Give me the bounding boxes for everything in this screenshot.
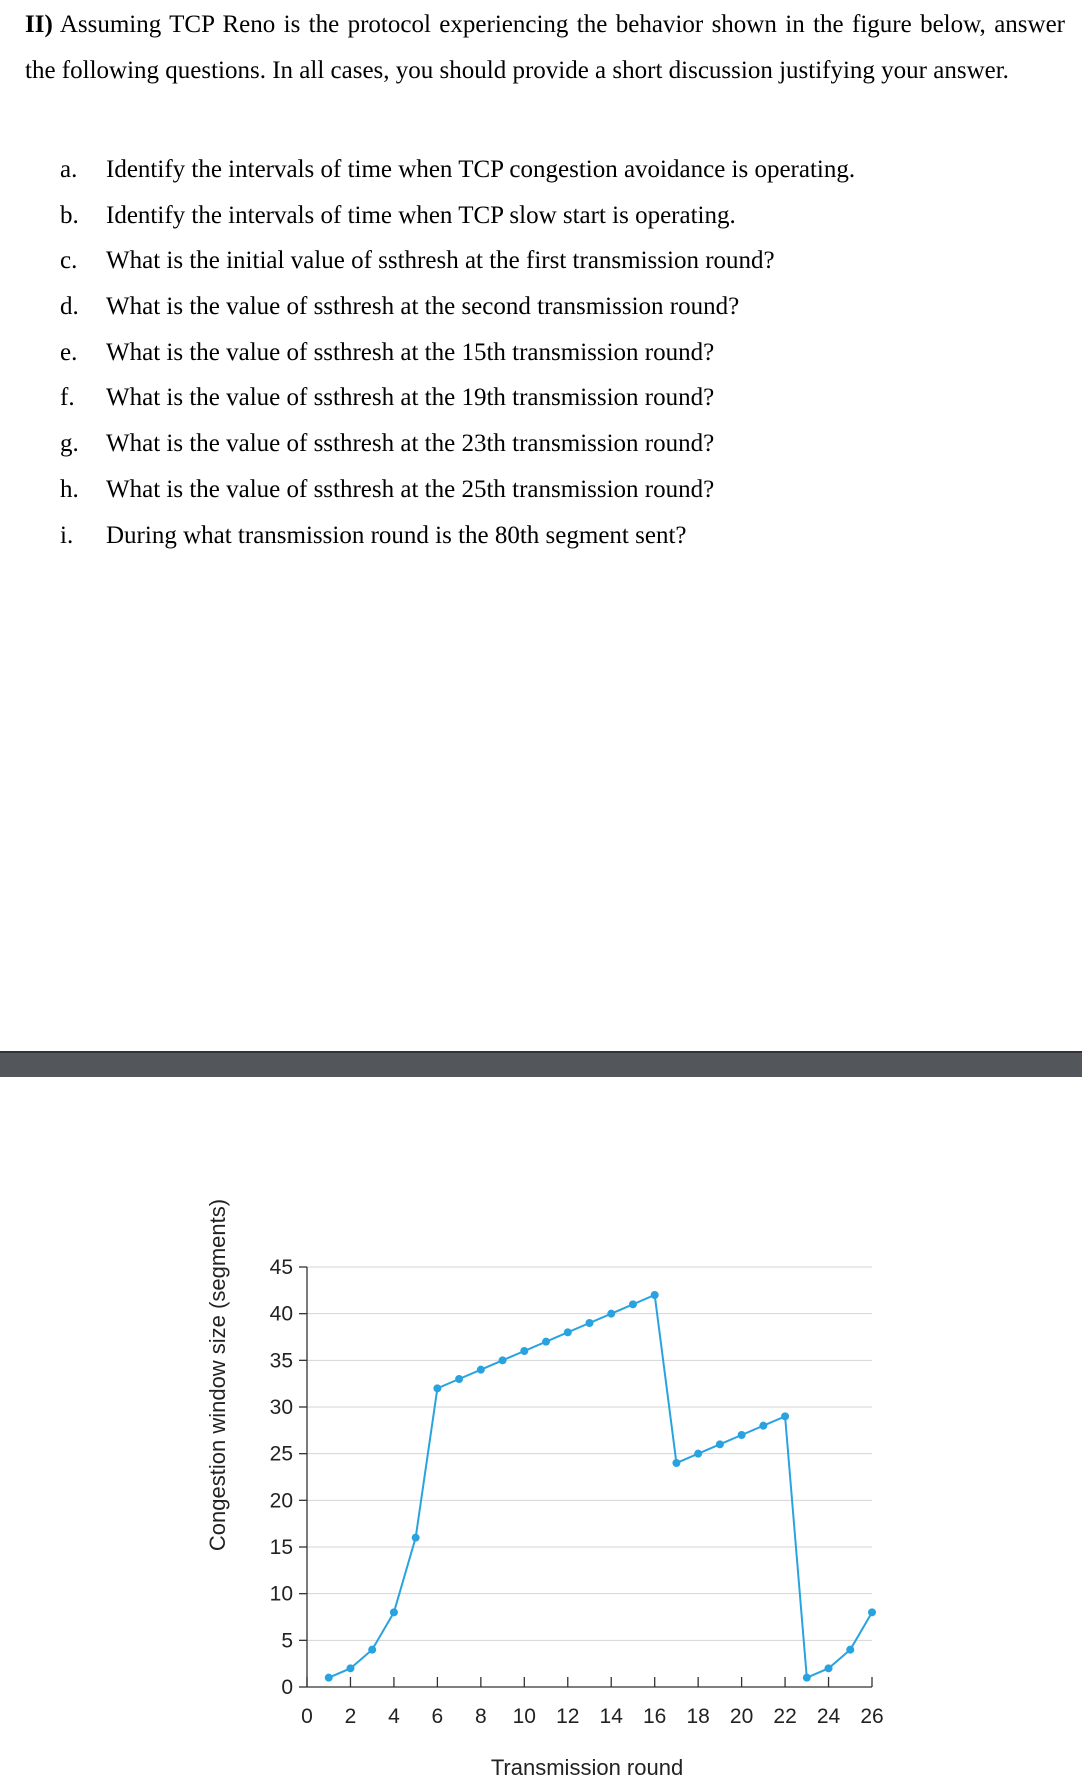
data-point bbox=[672, 1459, 680, 1467]
y-tick-label: 20 bbox=[269, 1489, 293, 1513]
question-item bbox=[60, 244, 855, 290]
problem-text: Assuming TCP Reno is the protocol experiencing the behavior shown in the figure below, answer the following questions. In all cases, you should provide a short discussion justifying your answer. bbox=[25, 11, 1065, 84]
question-letter: g. bbox=[60, 430, 79, 458]
data-point bbox=[542, 1338, 550, 1346]
y-tick-label: 35 bbox=[269, 1349, 293, 1373]
x-tick-label: 20 bbox=[729, 1705, 754, 1728]
data-point bbox=[694, 1450, 702, 1458]
question-letter: c. bbox=[60, 247, 78, 275]
question-text: During what transmission round is the 80th segment sent? bbox=[106, 521, 687, 549]
x-tick-label: 22 bbox=[773, 1705, 797, 1728]
data-point bbox=[520, 1347, 528, 1355]
x-tick-label: 10 bbox=[512, 1705, 536, 1728]
x-tick-label: 24 bbox=[816, 1705, 841, 1728]
question-item bbox=[60, 153, 855, 199]
data-point bbox=[803, 1674, 811, 1682]
data-point bbox=[607, 1310, 615, 1318]
data-point bbox=[868, 1608, 876, 1616]
question-text: What is the value of ssthresh at the 25th transmission round? bbox=[106, 475, 715, 503]
question-item bbox=[60, 199, 855, 245]
x-tick-label: 18 bbox=[686, 1705, 710, 1728]
data-point bbox=[825, 1664, 833, 1672]
data-point bbox=[499, 1356, 507, 1364]
data-point bbox=[738, 1431, 746, 1439]
x-tick-label: 6 bbox=[431, 1705, 444, 1728]
y-tick-label: 0 bbox=[281, 1676, 293, 1699]
y-tick-label: 5 bbox=[281, 1629, 293, 1653]
question-item bbox=[60, 290, 855, 336]
x-tick-label: 0 bbox=[301, 1705, 313, 1728]
x-tick-label: 16 bbox=[643, 1705, 667, 1728]
data-point bbox=[759, 1422, 767, 1430]
data-point bbox=[716, 1440, 724, 1448]
x-axis-label: Transmission round bbox=[490, 1755, 684, 1780]
data-point bbox=[455, 1375, 463, 1383]
data-point bbox=[564, 1328, 572, 1336]
question-item bbox=[60, 381, 855, 427]
data-point bbox=[390, 1608, 398, 1616]
question-text: What is the initial value of ssthresh at the first transmission round? bbox=[106, 247, 775, 275]
y-tick-label: 40 bbox=[269, 1302, 293, 1326]
data-point bbox=[325, 1674, 333, 1682]
question-text: What is the value of ssthresh at the 19th transmission round? bbox=[106, 384, 715, 412]
question-text: What is the value of ssthresh at the 23th transmission round? bbox=[106, 430, 715, 458]
question-letter: h. bbox=[60, 475, 79, 503]
y-tick-label: 15 bbox=[269, 1536, 293, 1559]
question-text: What is the value of ssthresh at the second transmission round? bbox=[106, 293, 740, 321]
question-item bbox=[60, 519, 855, 565]
question-letter: b. bbox=[60, 201, 79, 229]
x-tick-label: 12 bbox=[556, 1705, 580, 1728]
data-point bbox=[368, 1646, 376, 1654]
question-item bbox=[60, 473, 855, 519]
y-tick-label: 25 bbox=[269, 1442, 293, 1466]
x-tick-label: 4 bbox=[388, 1705, 400, 1728]
series-line bbox=[329, 1295, 872, 1678]
data-point bbox=[651, 1291, 659, 1299]
question-text: What is the value of ssthresh at the 15th transmission round? bbox=[106, 338, 715, 366]
question-item bbox=[60, 427, 855, 473]
data-point bbox=[629, 1300, 637, 1308]
data-point bbox=[846, 1646, 854, 1654]
y-tick-label: 10 bbox=[269, 1582, 293, 1606]
question-item bbox=[60, 336, 855, 382]
data-point bbox=[586, 1319, 594, 1327]
x-tick-label: 14 bbox=[599, 1705, 623, 1728]
problem-intro bbox=[25, 2, 1065, 94]
y-tick-label: 45 bbox=[269, 1256, 293, 1279]
data-point bbox=[433, 1384, 441, 1392]
question-list bbox=[60, 153, 855, 564]
question-letter: e. bbox=[60, 338, 78, 366]
y-tick-label: 30 bbox=[269, 1396, 293, 1419]
question-letter: i. bbox=[60, 521, 74, 549]
data-point bbox=[781, 1412, 789, 1420]
question-letter: a. bbox=[60, 156, 78, 183]
x-tick-label: 8 bbox=[475, 1705, 487, 1728]
x-tick-label: 26 bbox=[860, 1705, 884, 1728]
data-point bbox=[477, 1366, 485, 1374]
data-point bbox=[412, 1534, 420, 1542]
x-tick-label: 2 bbox=[344, 1705, 357, 1728]
question-letter: f. bbox=[60, 384, 75, 412]
data-point bbox=[346, 1664, 354, 1672]
problem-label: II) bbox=[25, 11, 53, 38]
y-axis-label: Congestion window size (segments) bbox=[205, 1198, 230, 1552]
congestion-window-chart bbox=[0, 1075, 1082, 1791]
question-text: Identify the intervals of time when TCP slow start is operating. bbox=[106, 201, 736, 229]
question-text: Identify the intervals of time when TCP congestion avoidance is operating. bbox=[106, 156, 856, 183]
question-letter: d. bbox=[60, 293, 79, 321]
section-divider bbox=[0, 1051, 1082, 1077]
